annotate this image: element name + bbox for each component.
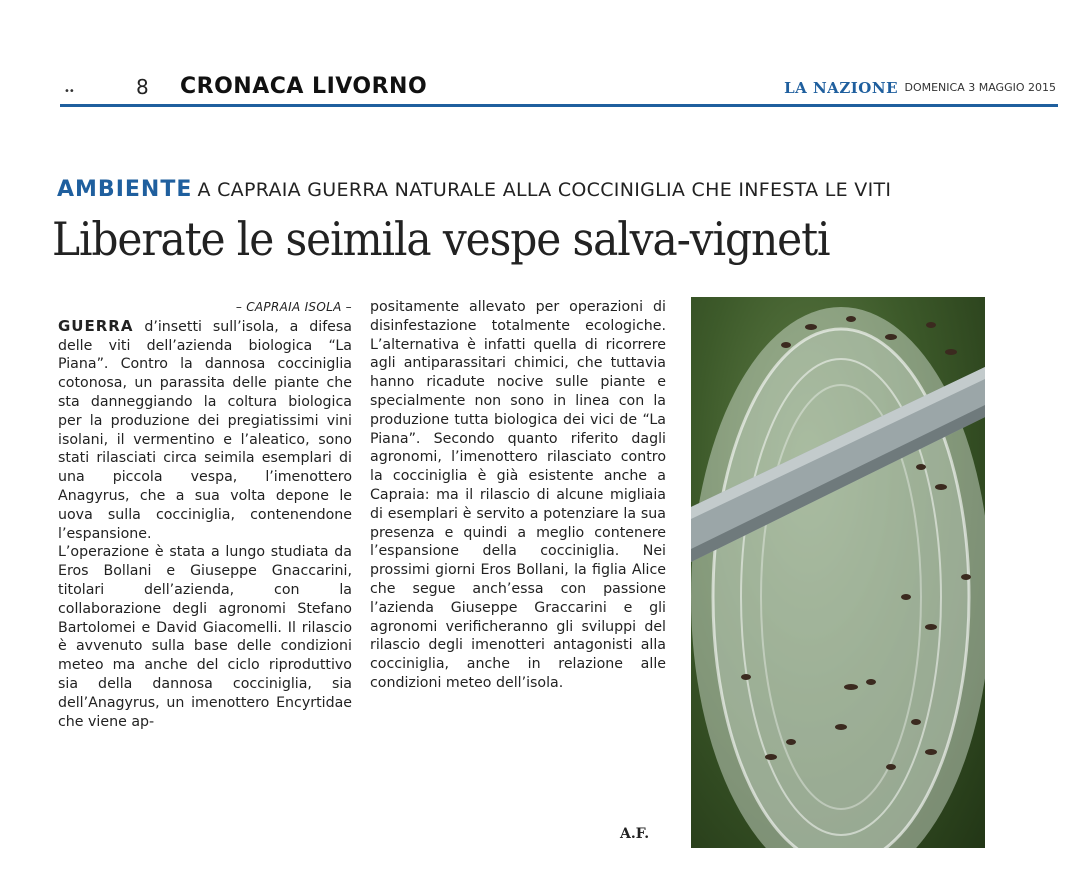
page-number: 8 xyxy=(136,75,149,99)
author-signature: A.F. xyxy=(620,826,650,842)
page-header xyxy=(60,72,1058,108)
kicker-tag: AMBIENTE xyxy=(57,177,193,202)
paragraph-1 xyxy=(58,317,352,544)
headline: Liberate le seimila vespe salva-vigneti xyxy=(52,212,830,266)
lead-word: GUERRA xyxy=(58,316,134,335)
article-column-2 xyxy=(370,298,666,693)
article-photo xyxy=(691,297,985,848)
article-column-1 xyxy=(58,298,352,731)
paragraph-3: positamente allevato per operazioni di disinfestazione totalmente ecologiche. L’alternativa è infatti quella di ricorrere agli antiparassitari chimici, che tuttavia hanno ricadute nocive sulle piante e specialmente non sono in linea con la produzione tutta biologica dei vici de “La Piana”. Secondo quanto riferito dagli agronomi, l’imenottero rilasciato contro la cocciniglia è già esistente anche a Capraia: ma il rilascio di alcune migliaia di esemplari è servito a potenziare la sua presenza e quindi a meglio contenere l’espansione della cocciniglia. Nei prossimi giorni Eros Bollani, la figlia Alice che segue anch’essa con passione l’azienda Giuseppe Graccarini e gli agronomi verificheranno gli sviluppi del rilascio degli imenotteri antagonisti alla cocciniglia, anche in relazione alle condizioni meteo dell’isola. xyxy=(370,299,666,691)
header-marks: •• xyxy=(64,86,74,97)
article-kicker xyxy=(57,177,891,202)
paragraph-1-text: d’insetti sull’isola, a difesa delle viti dell’azienda biologica “La Piana”. Contro la dannosa cocciniglia cotonosa, un parassita delle piante che sta danneggiando la coltura biologica per la produzione dei pregiatissimi vini isolani, il vermentino e l’aleatico, sono stati rilasciati circa seimila esemplari di una piccola vespa, l’imenottero Anagyrus, che a sua volta depone le uova sulla cocciniglia, contenendone l’espansione. xyxy=(58,318,352,542)
header-rule xyxy=(60,104,1058,107)
section-title: CRONACA LIVORNO xyxy=(180,74,428,99)
photo-illustration xyxy=(691,297,985,848)
kicker-text: A CAPRAIA GUERRA NATURALE ALLA COCCINIGLIA CHE INFESTA LE VITI xyxy=(197,179,892,201)
dateline: – CAPRAIA ISOLA – xyxy=(235,300,352,314)
paragraph-2: L’operazione è stata a lungo studiata da Eros Bollani e Giuseppe Gnaccarini, titolari dell’azienda, con la collaborazione degli agronomi Stefano Bartolomei e David Giacomelli. Il rilascio è avvenuto sulla base delle condizioni meteo ma anche del ciclo riproduttivo sia della dannosa cocciniglia, sia dell’Anagyrus, un imenottero Encyrtidae che viene ap- xyxy=(58,544,352,730)
newspaper-masthead: LA NAZIONE xyxy=(784,79,898,97)
issue-date: DOMENICA 3 MAGGIO 2015 xyxy=(904,81,1056,94)
